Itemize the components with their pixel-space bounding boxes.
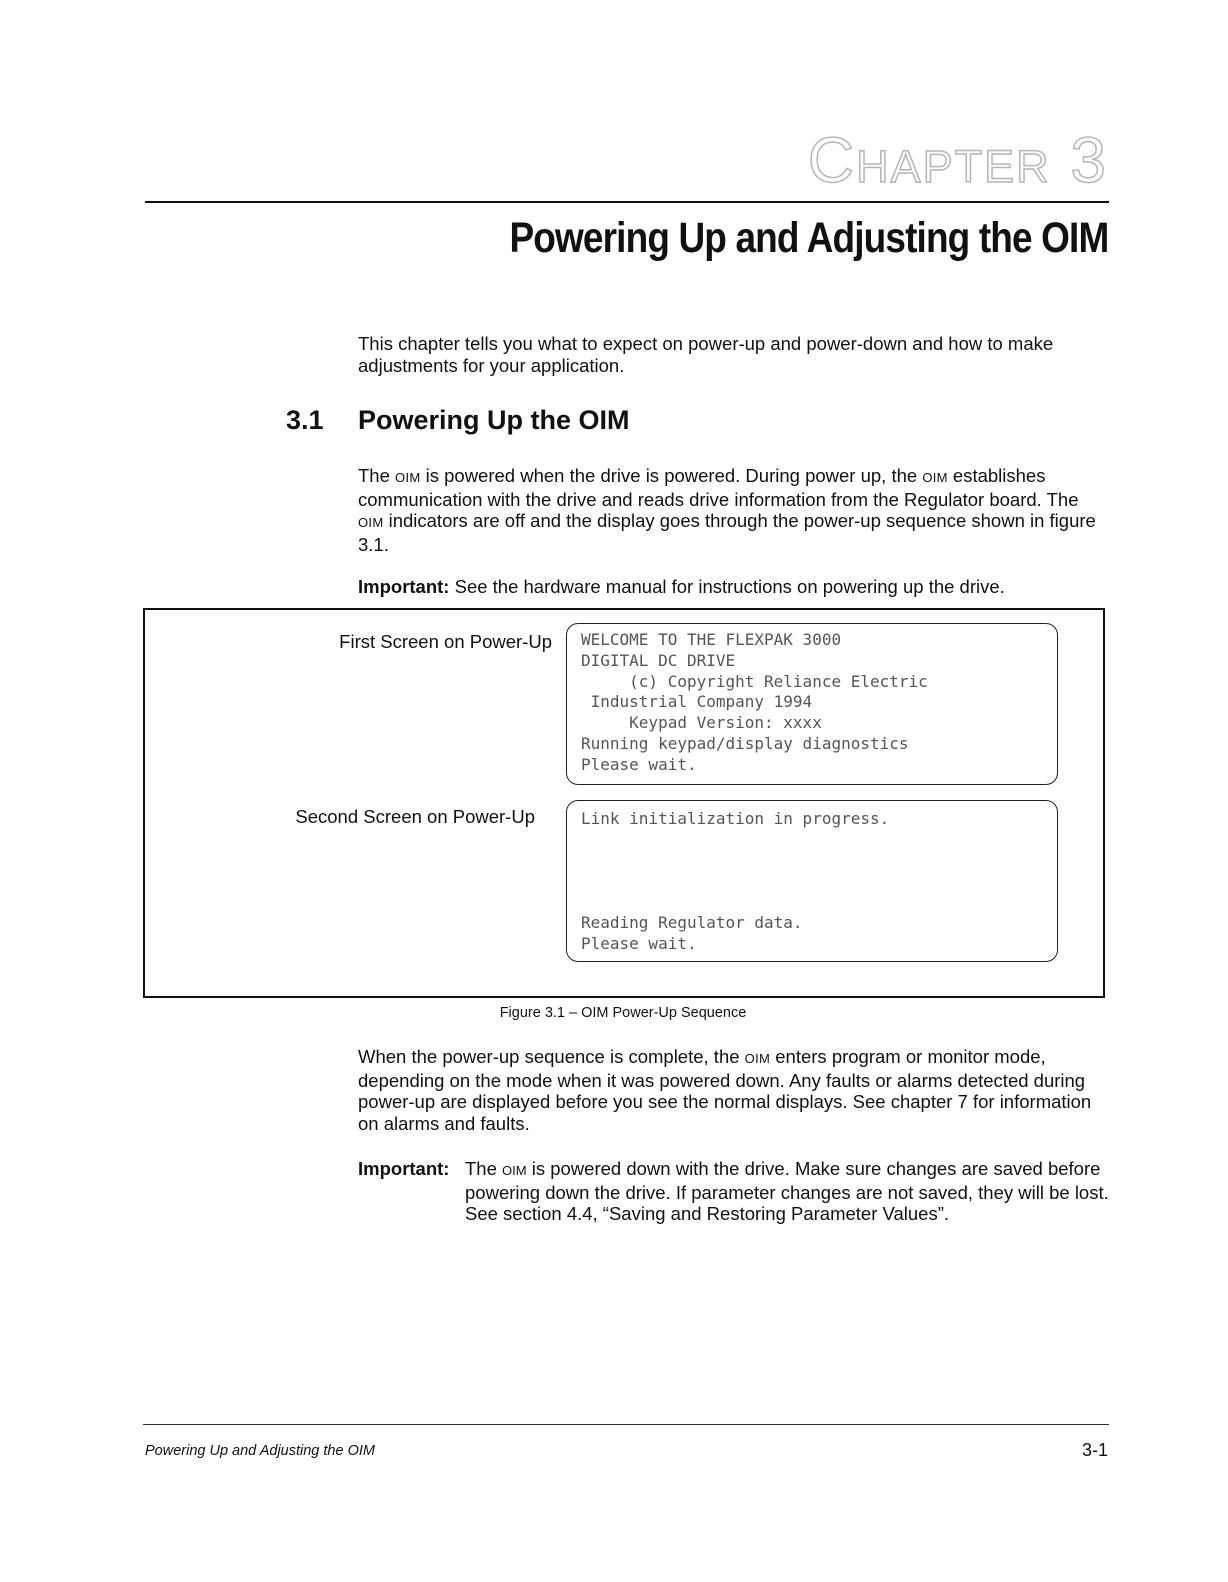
- oim-abbreviation: OIM: [922, 470, 948, 485]
- second-screen-display: Link initialization in progress. Reading Regulator data. Please wait.: [566, 800, 1058, 962]
- first-screen-display: WELCOME TO THE FLEXPAK 3000 DIGITAL DC DRIVE (c) Copyright Reliance Electric Industrial Company 1994 Keypad Version: xxxx Running keypad/display diagnostics Please wait.: [566, 623, 1058, 785]
- footer-chapter-title: Powering Up and Adjusting the OIM: [145, 1443, 375, 1459]
- figure-caption: Figure 3.1 – OIM Power-Up Sequence: [499, 1005, 747, 1021]
- section-title: Powering Up the OIM: [358, 405, 630, 435]
- oim-abbreviation: OIM: [502, 1163, 527, 1178]
- power-up-complete-paragraph: When the power-up sequence is complete, the OIM enters program or monitor mode, depending on the mode when it was powered down. Any faults or alarms detected during power-up are displayed before you see the normal displays. See chapter 7 for information on alarms and faults.: [358, 1046, 1092, 1134]
- important-note-1: Important: See the hardware manual for instructions on powering up the drive.: [358, 576, 1005, 597]
- important-note-2: The OIM is powered down with the drive. Make sure changes are saved before powering down the drive. If parameter changes are not saved, they will be lost. See section 4.4, “Saving and Restoring Parameter Values”.: [465, 1158, 1109, 1224]
- intro-paragraph: This chapter tells you what to expect on power-up and power-down and how to make adjustments for your application.: [358, 333, 1054, 376]
- page-number: 3-1: [1081, 1440, 1108, 1460]
- oim-abbreviation: OIM: [358, 515, 384, 530]
- section-number: 3.1: [286, 405, 324, 435]
- important-label: Important:: [358, 1158, 450, 1179]
- important-label: Important:: [358, 576, 450, 597]
- chapter-number-heading: Chapter 3: [807, 124, 1108, 196]
- chapter-title: Powering Up and Adjusting the OIM: [509, 214, 1108, 262]
- header-rule: [145, 201, 1109, 203]
- screen2-label: Second Screen on Power-Up: [295, 806, 535, 827]
- footer-rule: [143, 1424, 1109, 1425]
- power-up-paragraph: The OIM is powered when the drive is powered. During power up, the OIM establishes communication with the drive and reads drive information from the Regulator board. The OIM indicators are off and the display goes through the power-up sequence shown in figure 3.1.: [358, 465, 1096, 555]
- screen1-label: First Screen on Power-Up: [339, 631, 552, 652]
- oim-abbreviation: OIM: [395, 470, 421, 485]
- oim-abbreviation: OIM: [744, 1051, 771, 1066]
